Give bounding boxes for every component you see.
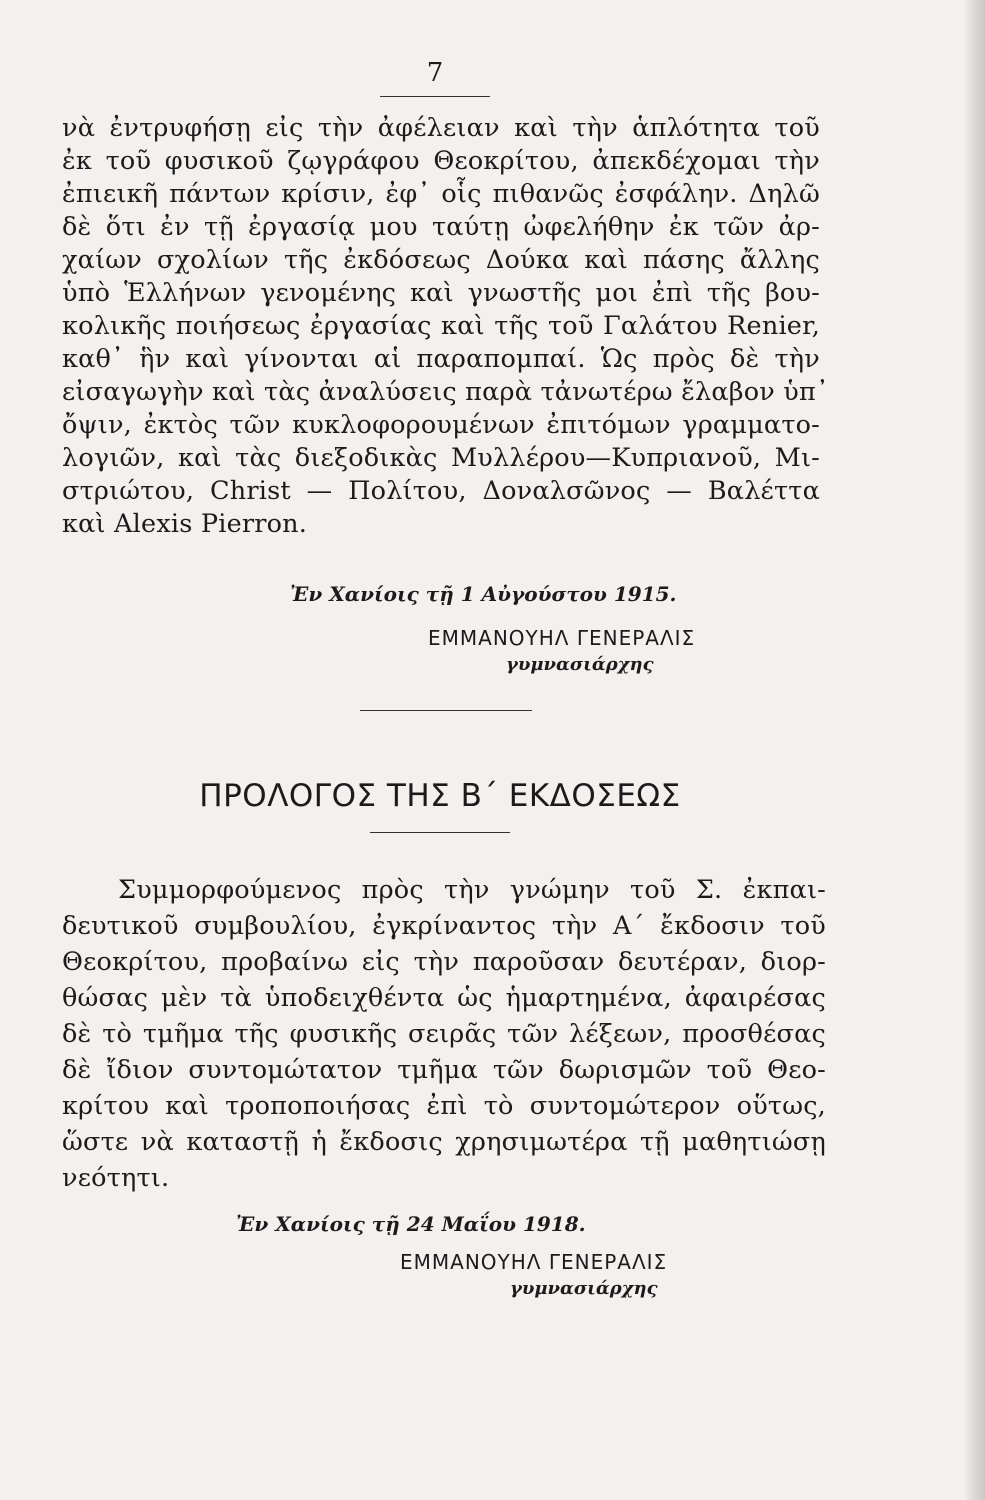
text-line: κρίτου καὶ τροποποιήσας ἐπὶ τὸ συντομώτερον οὕτως,	[62, 1091, 826, 1121]
text-line: νὰ ἐντρυφήσῃ εἰς τὴν ἀφέλειαν καὶ τὴν ἁπλότητα τοῦ	[62, 113, 820, 143]
text-line: δὲ τὸ τμῆμα τῆς φυσικῆς σειρᾶς τῶν λέξεων, προσθέσας	[62, 1019, 826, 1049]
section-heading: ΠΡΟΛΟΓΟΣ ΤΗΣ Β΄ ΕΚΔΟΣΕΩΣ	[199, 778, 681, 814]
page-edge-shadow	[963, 0, 985, 1500]
text-line: κολικῆς ποιήσεως ἐργασίας καὶ τῆς τοῦ Γαλάτου Renier,	[62, 311, 820, 341]
signature-date: Ἐν Χανίοις τῇ 24 Μαΐου 1918.	[236, 1212, 586, 1236]
signature-title-2	[510, 1278, 658, 1299]
signature-name-1	[428, 626, 695, 650]
signature-date: Ἐν Χανίοις τῇ 1 Αὐγούστου 1915.	[290, 582, 677, 606]
signature-name: ΕΜΜΑΝΟΥΗΛ ΓΕΝΕΡΑΛΙΣ	[428, 626, 696, 650]
text-line: ὄψιν, ἐκτὸς τῶν κυκλοφορουμένων ἐπιτόμων γραμματο-	[62, 410, 820, 440]
text-line: στριώτου, Christ — Πολίτου, Δοναλσῶνος — Βαλέττα	[62, 476, 820, 506]
signature-name-2	[400, 1250, 667, 1274]
signature-title-1	[506, 654, 654, 675]
text-line: εἰσαγωγὴν καὶ τὰς ἀναλύσεις παρὰ τἀνωτέρω ἔλαβον ὑπ᾽	[62, 377, 829, 407]
text-line: καὶ Alexis Pierron.	[62, 509, 308, 539]
text-line: δευτικοῦ συμβουλίου, ἐγκρίναντος τὴν Α΄ ἔκδοσιν τοῦ	[62, 911, 826, 941]
text-line: χαίων σχολίων τῆς ἐκδόσεως Δούκα καὶ πάσης ἄλλης	[62, 245, 820, 275]
section-divider	[360, 710, 532, 711]
page-number-rule	[380, 96, 490, 97]
signature-name: ΕΜΜΑΝΟΥΗΛ ΓΕΝΕΡΑΛΙΣ	[400, 1250, 668, 1274]
signature-date-1	[290, 582, 676, 606]
text-line: Συμμορφούμενος πρὸς τὴν γνώμην τοῦ Σ. ἐκπαι-	[118, 875, 826, 905]
text-line: δὲ ἴδιον συντομώτατον τμῆμα τῶν δωρισμῶν τοῦ Θεο-	[62, 1055, 826, 1085]
page-number: 7	[426, 58, 444, 88]
preface-paragraph-1	[62, 112, 829, 541]
text-line: ἐκ τοῦ φυσικοῦ ζῳγράφου Θεοκρίτου, ἀπεκδέχομαι τὴν	[62, 146, 820, 176]
text-line: δὲ ὅτι ἐν τῇ ἐργασίᾳ μου ταύτῃ ὠφελήθην ἐκ τῶν ἀρ-	[62, 212, 820, 242]
heading-underline	[370, 832, 510, 833]
text-line: ἐπιεικῆ πάντων κρίσιν, ἐφ᾽ οἷς πιθανῶς ἐσφάλην. Δηλῶ	[62, 179, 820, 209]
text-line: ὑπὸ Ἑλλήνων γενομένης καὶ γνωστῆς μοι ἐπὶ τῆς βου-	[62, 278, 820, 308]
text-line: λογιῶν, καὶ τὰς διεξοδικὰς Μυλλέρου—Κυπριανοῦ, Μι-	[62, 443, 820, 473]
signature-title: γυμνασιάρχης	[506, 654, 654, 675]
preface-paragraph-2	[62, 872, 826, 1196]
text-line: νεότητι.	[62, 1163, 170, 1193]
text-line: θώσας μὲν τὰ ὑποδειχθέντα ὡς ἡμαρτημένα, ἀφαιρέσας	[62, 983, 826, 1013]
signature-date-2	[236, 1212, 586, 1236]
signature-title: γυμνασιάρχης	[510, 1278, 658, 1299]
text-line: ὥστε νὰ καταστῇ ἡ ἔκδοσις χρησιμωτέρα τῇ μαθητιώσῃ	[62, 1127, 826, 1157]
text-line: καθ᾽ ἣν καὶ γίνονται αἱ παραπομπαί. Ὡς πρὸς δὲ τὴν	[62, 344, 820, 374]
text-line: Θεοκρίτου, προβαίνω εἰς τὴν παροῦσαν δευτέραν, διορ-	[62, 947, 826, 977]
